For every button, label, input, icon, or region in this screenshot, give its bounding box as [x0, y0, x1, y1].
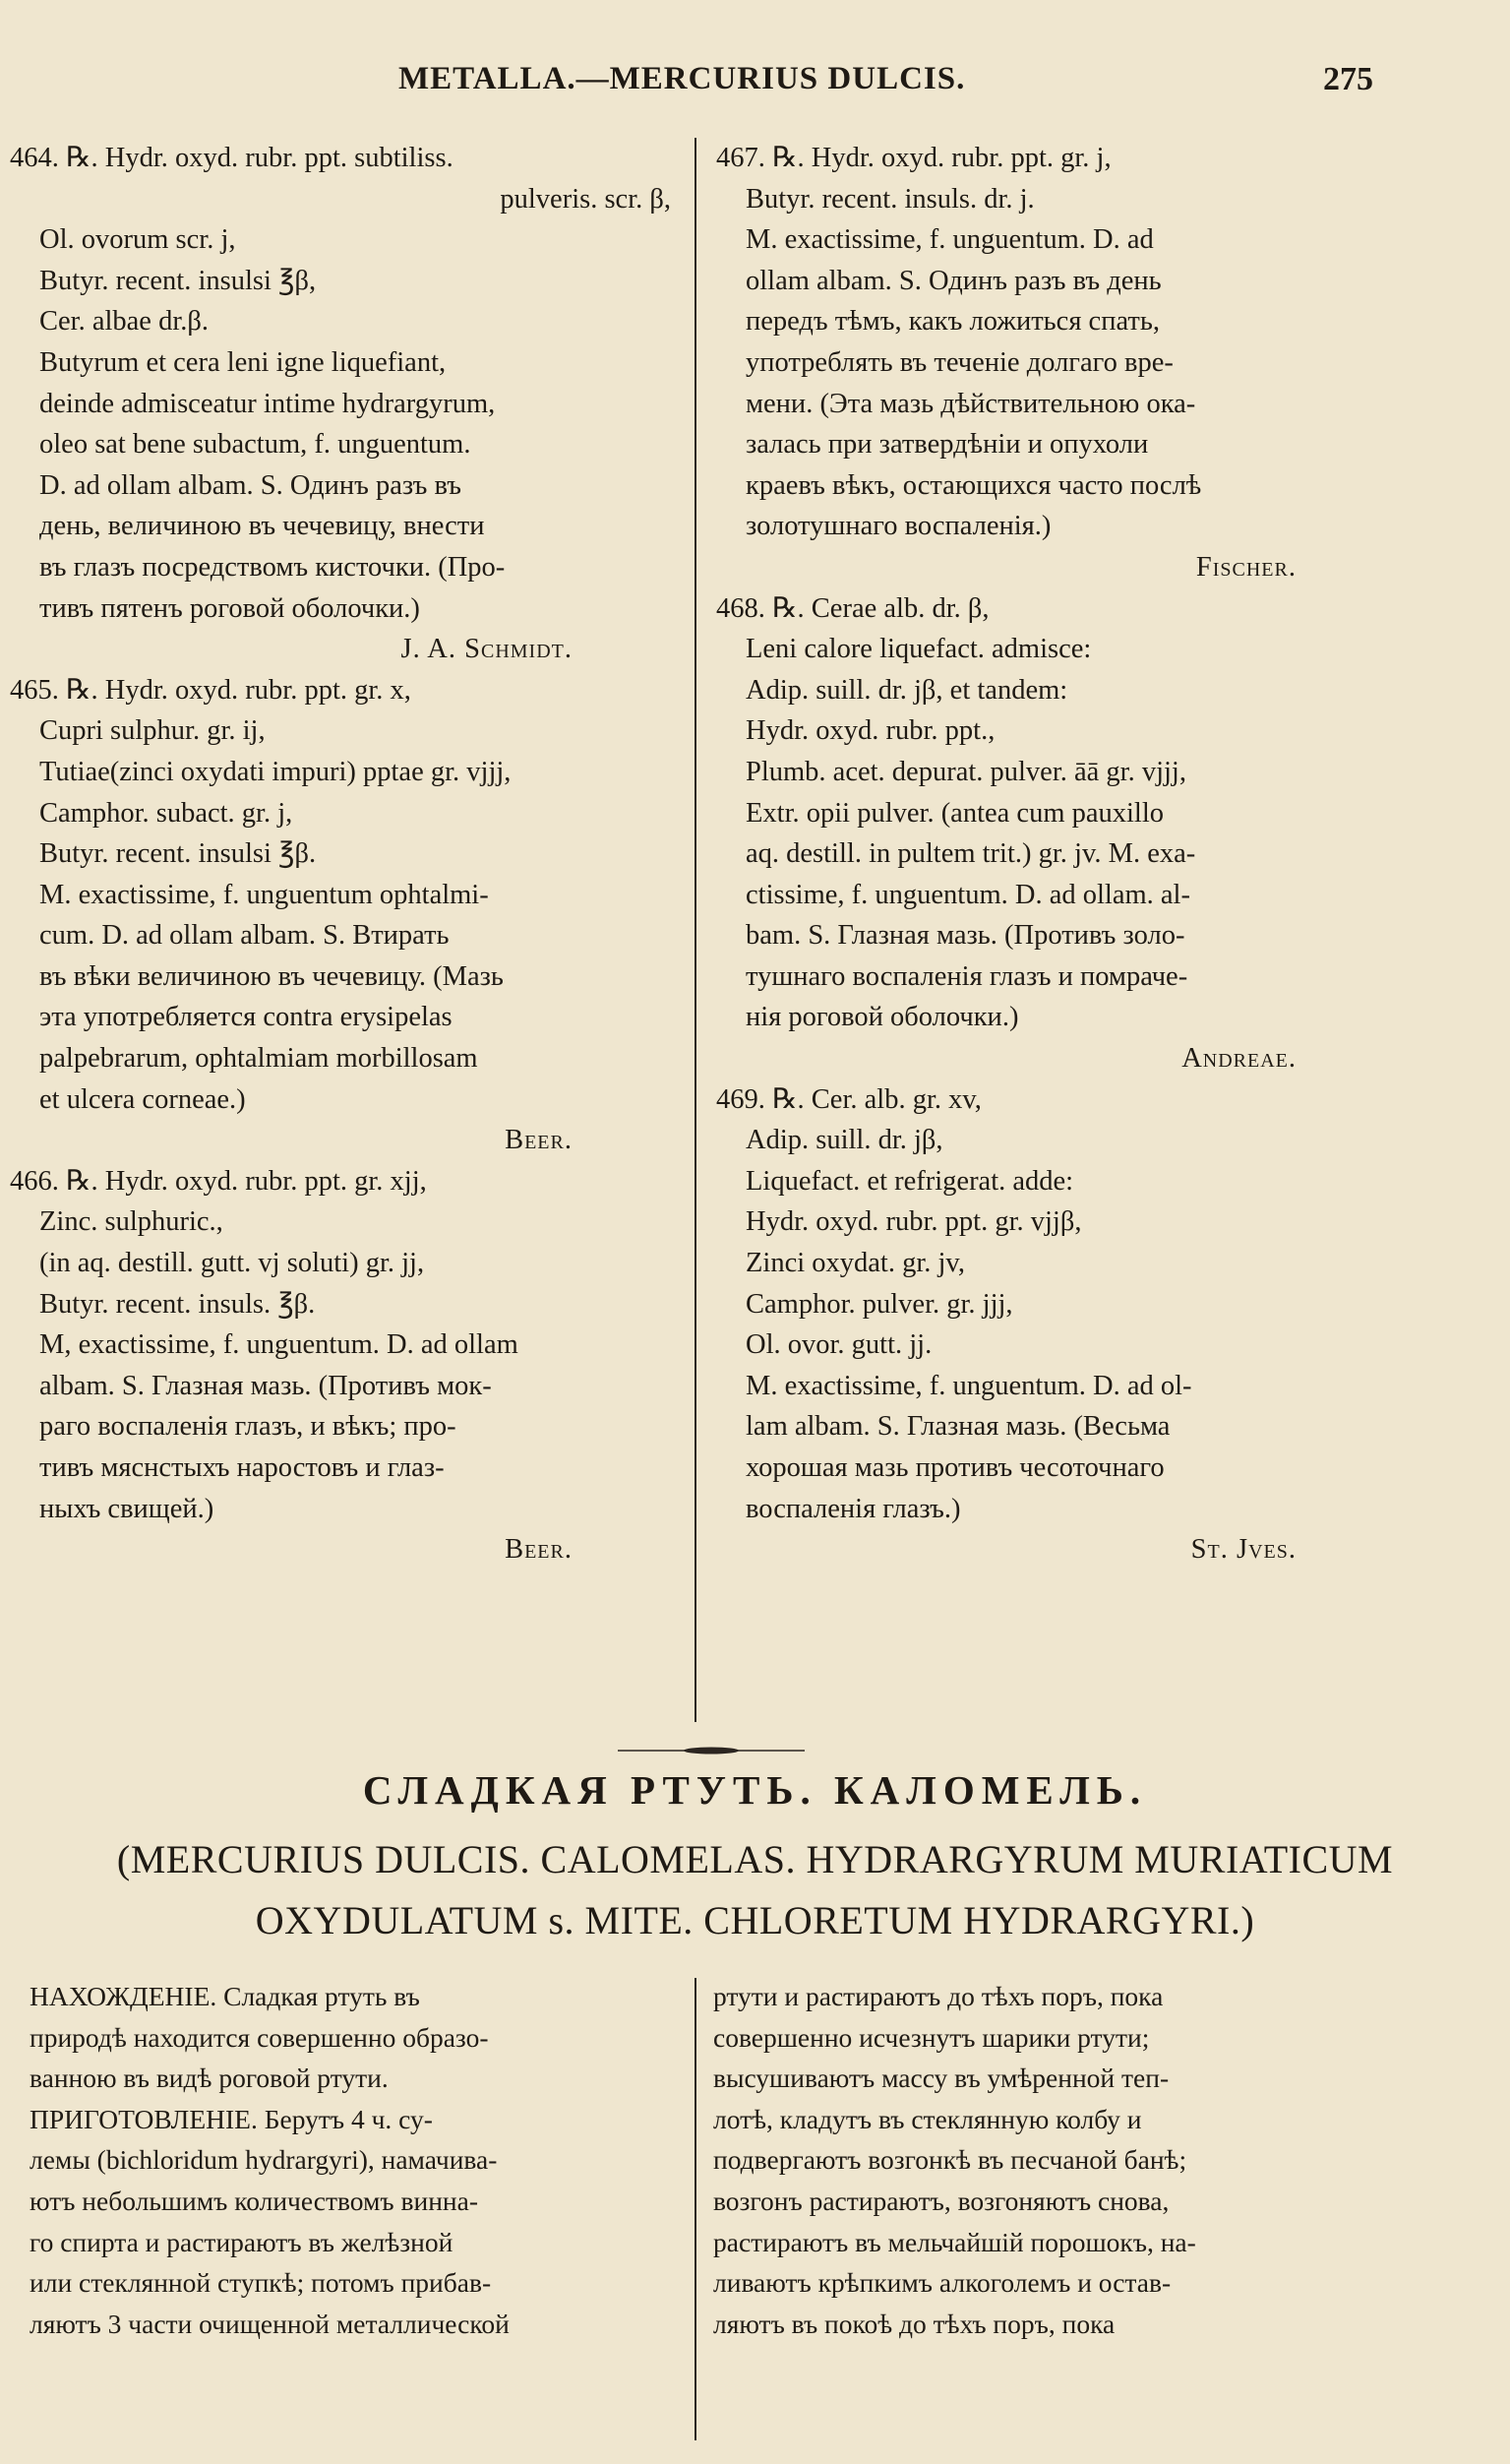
recipe-author: Fischer.	[1195, 551, 1297, 583]
recipe-line: Zinci oxydat. gr. jv,	[746, 1248, 965, 1279]
recipe-line: M. exactissime, f. unguentum. D. ad	[746, 224, 1154, 256]
text-line: ПРИГОТОВЛЕНІЕ. Берутъ 4 ч. су-	[30, 2103, 433, 2134]
text-line: ляютъ 3 части очищенной металлической	[30, 2308, 510, 2339]
text-line: подвергаютъ возгонкѣ въ песчаной банѣ;	[713, 2144, 1187, 2176]
recipe-465	[10, 670, 681, 1161]
recipe-line: palpebrarum, ophtalmiam morbillosam	[39, 1043, 478, 1075]
recipe-author: Andreae.	[1181, 1043, 1297, 1075]
recipe-line: M. exactissime, f. unguentum. D. ad ol-	[746, 1370, 1192, 1401]
recipe-line: день, величиною въ чечевицу, внести	[39, 511, 485, 542]
recipe-line: 468. ℞. Cerae alb. dr. β,	[716, 592, 990, 624]
recipe-line: D. ad ollam albam. S. Одинъ разъ въ	[39, 469, 461, 501]
recipe-line: ныхъ свищей.)	[39, 1493, 214, 1524]
text-line: совершенно исчезнутъ шарики ртути;	[713, 2021, 1150, 2053]
recipe-line: въ вѣки величиною въ чечевицу. (Мазь	[39, 960, 504, 992]
recipe-line: краевъ вѣкъ, остающихся часто послѣ	[746, 469, 1202, 501]
recipe-469	[716, 1079, 1405, 1571]
text-line: го спирта и растираютъ въ желѣзной	[30, 2226, 453, 2257]
recipe-line: Ol. ovor. gutt. jj.	[746, 1329, 933, 1361]
text-line: ютъ небольшимъ количествомъ винна-	[30, 2185, 479, 2216]
recipe-line: употреблять въ теченіе долгаго вре-	[746, 346, 1174, 378]
text-line: ливаютъ крѣпкимъ алкоголемъ и остав-	[713, 2267, 1172, 2299]
recipe-line: Leni calore liquefact. admisce:	[746, 634, 1092, 665]
column-divider-bottom	[695, 1978, 696, 2440]
recipe-line: тушнаго воспаленія глазъ и помраче-	[746, 960, 1188, 992]
recipe-line: тивъ мяснстыхъ наростовъ и глаз-	[39, 1452, 445, 1483]
recipe-author: J. A. Schmidt.	[400, 634, 573, 665]
recipe-line: Butyr. recent. insulsi ℥β,	[39, 265, 317, 296]
text-line: лотѣ, кладутъ въ стеклянную колбу и	[713, 2103, 1142, 2134]
recipe-line: 469. ℞. Cer. alb. gr. xv,	[716, 1083, 982, 1115]
section-title: СЛАДКАЯ РТУТЬ. КАЛОМЕЛЬ.	[362, 1767, 1148, 1813]
recipe-line: Plumb. acet. depurat. pulver. āā gr. vjjj,	[746, 756, 1186, 787]
column-divider-top	[695, 138, 696, 1722]
recipe-line: cum. D. ad ollam albam. S. Втирать	[39, 920, 450, 952]
text-line: лемы (bichloridum hydrargyri), намачива-	[30, 2144, 498, 2176]
text-line: НАХОЖДЕНІЕ. Сладкая ртуть въ	[30, 1981, 420, 2011]
recipe-author: Beer.	[505, 1125, 573, 1156]
recipe-line: залась при затвердѣніи и опухоли	[746, 429, 1149, 461]
recipe-line: въ глазъ посредствомъ кисточки. (Про-	[39, 551, 506, 583]
recipe-line: albam. S. Глазная мазь. (Противъ мок-	[39, 1370, 492, 1401]
text-line: природѣ находится совершенно образо-	[30, 2021, 489, 2053]
text-line: ртути и растираютъ до тѣхъ поръ, пока	[713, 1981, 1164, 2011]
recipe-line: Hydr. oxyd. rubr. ppt. gr. vjjβ,	[746, 1206, 1082, 1238]
recipe-line: 467. ℞. Hydr. oxyd. rubr. ppt. gr. j,	[716, 143, 1112, 173]
recipe-467	[716, 138, 1405, 588]
recipe-line: 466. ℞. Hydr. oxyd. rubr. ppt. gr. xjj,	[10, 1165, 427, 1197]
running-head-title: METALLA.—MERCURIUS DULCIS.	[398, 61, 966, 96]
recipe-author: Beer.	[505, 1534, 573, 1566]
text-line: возгонъ растираютъ, возгоняютъ снова,	[713, 2185, 1170, 2216]
section-subtitle-line-1: (MERCURIUS DULCIS. CALOMELAS. HYDRARGYRUM MURIATICUM	[116, 1837, 1394, 1881]
left-column	[10, 138, 681, 1571]
recipe-line: тивъ пятенъ роговой оболочки.)	[39, 592, 420, 624]
ornament-rule-icon	[618, 1746, 805, 1756]
bottom-right-column	[713, 1976, 1402, 2344]
recipe-line: oleo sat bene subactum, f. unguentum.	[39, 429, 471, 461]
recipe-line: воспаленія глазъ.)	[746, 1493, 961, 1524]
recipe-line: передъ тѣмъ, какъ ложиться спать,	[746, 306, 1160, 338]
recipe-line: pulveris. scr. β,	[500, 183, 671, 215]
text-line: или стеклянной ступкѣ; потомъ прибав-	[30, 2267, 492, 2299]
recipe-line: эта употребляется contra erysipelas	[39, 1002, 453, 1033]
recipe-line: Cer. albae dr.β.	[39, 306, 209, 338]
recipe-author: St. Jves.	[1190, 1534, 1297, 1566]
recipe-line: Ol. ovorum scr. j,	[39, 224, 236, 256]
recipe-line: Tutiae(zinci oxydati impuri) pptae gr. vjjj,	[39, 756, 512, 787]
recipe-line: Camphor. pulver. gr. jjj,	[746, 1288, 1013, 1320]
text-line: растираютъ въ мельчайшій порошокъ, на-	[713, 2226, 1196, 2257]
recipe-line: мени. (Эта мазь дѣйствительною ока-	[746, 388, 1196, 419]
recipe-line: нія роговой оболочки.)	[746, 1002, 1019, 1033]
recipe-line: Butyr. recent. insulsi ℥β.	[39, 838, 317, 870]
recipe-line: Adip. suill. dr. jβ,	[746, 1125, 943, 1156]
recipe-line: (in aq. destill. gutt. vj soluti) gr. jj,	[39, 1248, 425, 1279]
recipe-line: ctissime, f. unguentum. D. ad ollam. al-	[746, 879, 1190, 910]
recipe-line: Adip. suill. dr. jβ, et tandem:	[746, 674, 1068, 706]
recipe-line: Butyr. recent. insuls. dr. j.	[746, 183, 1035, 215]
right-column	[716, 138, 1405, 1571]
bottom-left-column	[30, 1976, 684, 2344]
recipe-line: et ulcera corneae.)	[39, 1083, 246, 1115]
recipe-line: Zinc. sulphuric.,	[39, 1206, 223, 1238]
recipe-line: M. exactissime, f. unguentum ophtalmi-	[39, 879, 489, 910]
page-number: 275	[1323, 61, 1373, 97]
recipe-line: 465. ℞. Hydr. oxyd. rubr. ppt. gr. x,	[10, 674, 411, 706]
recipe-line: хорошая мазь противъ чесоточнаго	[746, 1452, 1165, 1483]
recipe-line: Camphor. subact. gr. j,	[39, 797, 293, 829]
section-subtitle-line-2: OXYDULATUM s. MITE. CHLORETUM HYDRARGYRI.)	[255, 1898, 1255, 1942]
recipe-line: золотушнаго воспаленія.)	[746, 511, 1052, 542]
recipe-line: раго воспаленія глазъ, и вѣкъ; про-	[39, 1411, 456, 1443]
recipe-466	[10, 1161, 681, 1571]
text-line: ванною въ видѣ роговой ртути.	[30, 2063, 389, 2094]
text-line: ляютъ въ покоѣ до тѣхъ поръ, пока	[713, 2308, 1116, 2339]
recipe-line: 464. ℞. Hydr. oxyd. rubr. ppt. subtiliss.	[10, 143, 453, 173]
recipe-line: Extr. opii pulver. (antea cum pauxillo	[746, 797, 1165, 829]
recipe-line: bam. S. Глазная мазь. (Противъ золо-	[746, 920, 1185, 952]
recipe-line: Cupri sulphur. gr. ij,	[39, 715, 266, 747]
text-line: высушиваютъ массу въ умѣренной теп-	[713, 2063, 1170, 2094]
recipe-line: deinde admisceatur intime hydrargyrum,	[39, 388, 496, 419]
recipe-line: lam albam. S. Глазная мазь. (Весьма	[746, 1411, 1171, 1443]
recipe-line: aq. destill. in pultem trit.) gr. jv. M. exa-	[746, 838, 1196, 870]
recipe-line: Butyrum et cera leni igne liquefiant,	[39, 346, 447, 378]
recipe-line: Hydr. oxyd. rubr. ppt.,	[746, 715, 996, 747]
running-head	[0, 61, 1510, 110]
recipe-line: ollam albam. S. Одинъ разъ въ день	[746, 265, 1162, 296]
recipe-line: Butyr. recent. insuls. ℥β.	[39, 1288, 316, 1320]
recipe-464	[10, 138, 681, 670]
recipe-line: M, exactissime, f. unguentum. D. ad ollam	[39, 1329, 518, 1361]
recipe-468	[716, 588, 1405, 1079]
recipe-line: Liquefact. et refrigerat. adde:	[746, 1165, 1074, 1197]
